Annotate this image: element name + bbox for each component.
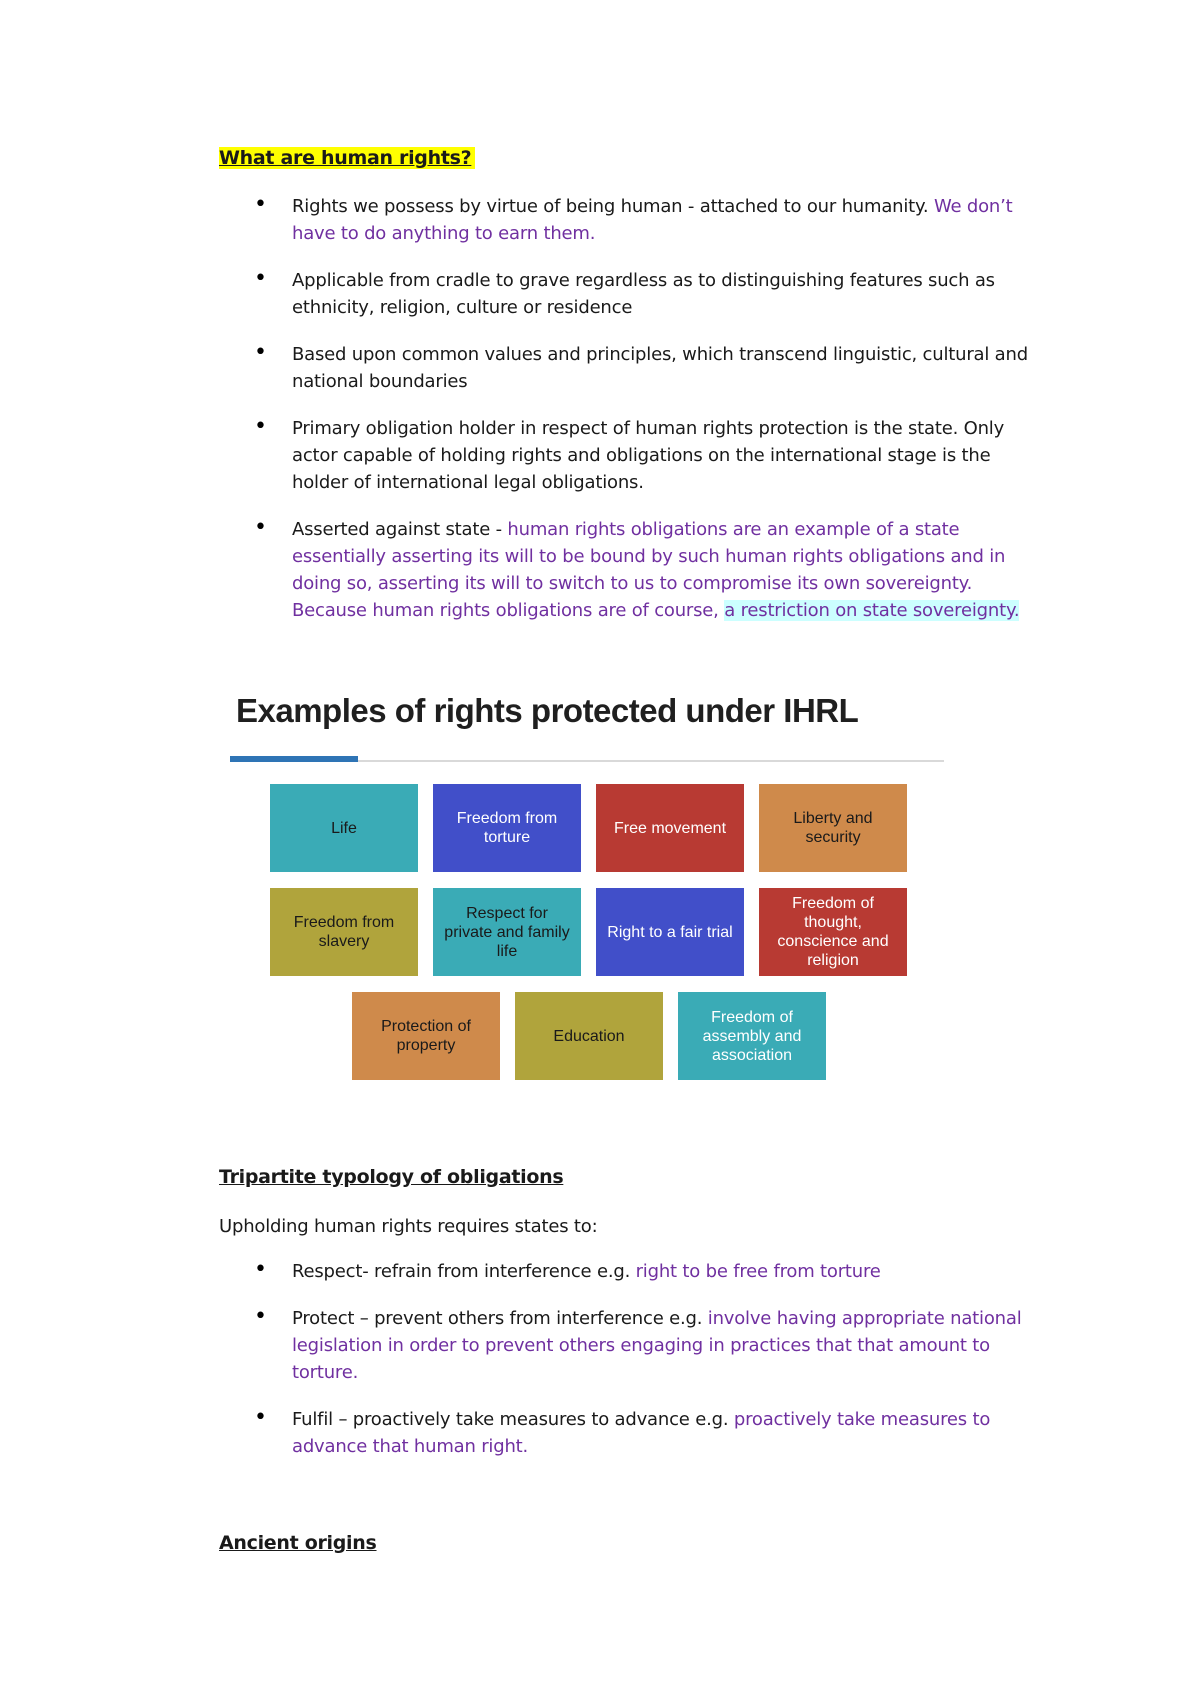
bullet-icon: •: [254, 1405, 267, 1430]
bullet-item: • Applicable from cradle to grave regardless as to distinguishing features such as ethnicity, religion, culture or residence: [254, 266, 995, 318]
rights-tile: Education: [515, 992, 663, 1080]
bullet-icon: •: [254, 266, 267, 291]
heading-what-are-human-rights: What are human rights?: [219, 147, 475, 169]
bullet-icon: •: [254, 515, 267, 540]
bullet-item: • Rights we possess by virtue of being human - attached to our humanity. We don’t have to do anything to earn them.: [254, 192, 1013, 244]
rights-tile: Respect for private and family life: [433, 888, 581, 976]
bullet-icon: •: [254, 192, 267, 217]
rights-tile: Liberty and security: [759, 784, 907, 872]
bullet-icon: •: [254, 414, 267, 439]
slide-accent-bar: [230, 756, 358, 762]
human-rights-bullet-list: [220, 193, 1050, 644]
heading-ancient-origins: Ancient origins: [219, 1532, 377, 1554]
rights-tile: Free movement: [596, 784, 744, 872]
intro-paragraph: Upholding human rights requires states to:: [219, 1216, 598, 1237]
bullet-item: • Based upon common values and principles, which transcend linguistic, cultural and national boundaries: [254, 340, 1028, 392]
rights-tile: Protection of property: [352, 992, 500, 1080]
bullet-icon: •: [254, 1257, 267, 1282]
rights-tile: Life: [270, 784, 418, 872]
rights-tile: Right to a fair trial: [596, 888, 744, 976]
heading-tripartite-typology: Tripartite typology of obligations: [219, 1166, 564, 1188]
rights-tile: Freedom of thought, conscience and religion: [759, 888, 907, 976]
bullet-item: • Respect- refrain from interference e.g. right to be free from torture: [254, 1257, 881, 1282]
bullet-item: • Fulfil – proactively take measures to advance e.g. proactively take measures to advance that human right.: [254, 1405, 991, 1457]
obligations-bullet-list: [220, 1258, 1050, 1480]
bullet-item: • Asserted against state - human rights obligations are an example of a state essentially asserting its will to be bound by such human rights obligations and in doing so, asserting its will to switch to us to compromise its own sovereignty. Because human rights obligations are of course, a restriction on state sovereignty.: [254, 515, 1020, 621]
slide-title: Examples of rights protected under IHRL: [236, 692, 859, 729]
rights-tile: Freedom of assembly and association: [678, 992, 826, 1080]
bullet-icon: •: [254, 1304, 267, 1329]
rights-tile: Freedom from slavery: [270, 888, 418, 976]
bullet-item: • Primary obligation holder in respect of human rights protection is the state. Only actor capable of holding rights and obligations on the international stage is the holder of international legal obligations.: [254, 414, 1005, 493]
bullet-icon: •: [254, 340, 267, 365]
bullet-item: • Protect – prevent others from interference e.g. involve having appropriate national legislation in order to prevent others engaging in practices that that amount to torture.: [254, 1304, 1022, 1383]
rights-tile: Freedom from torture: [433, 784, 581, 872]
